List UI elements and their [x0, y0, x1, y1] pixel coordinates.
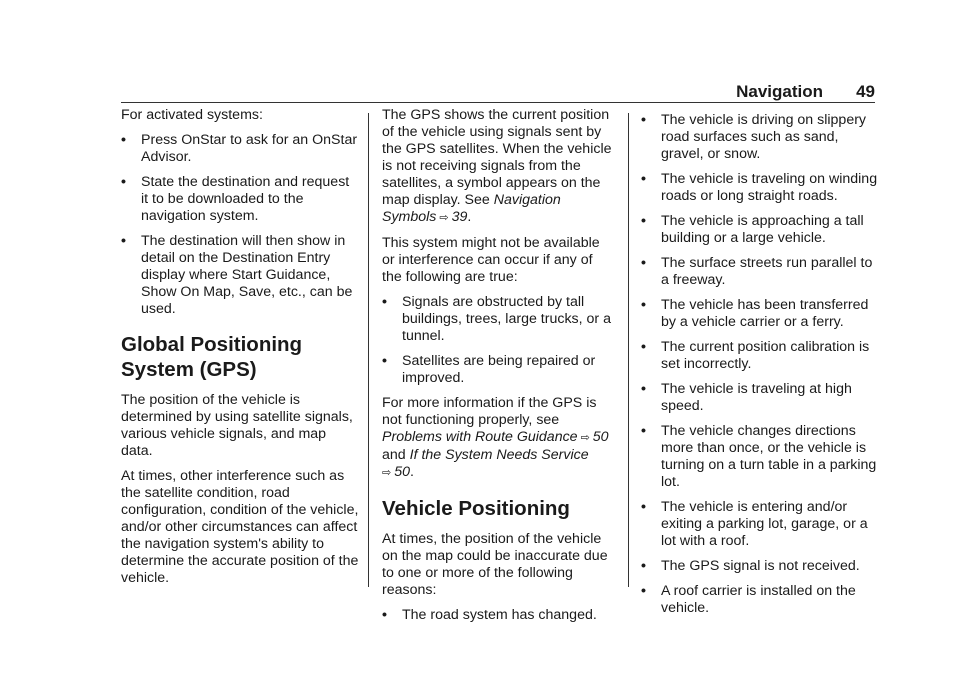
bullet-icon: • [641, 423, 646, 439]
list-item-text: The vehicle changes directions more than once, or the vehicle is turning on a turn table in a parking lot. [661, 423, 877, 490]
bullet-icon: • [641, 297, 646, 313]
list-item [382, 294, 616, 345]
column-3 [641, 112, 879, 625]
list-item [121, 132, 359, 166]
bullet-icon: • [382, 353, 387, 369]
column-2 [382, 107, 616, 632]
page-ref-number[interactable]: 50 [394, 464, 410, 480]
list-item [382, 353, 616, 387]
list-item [641, 381, 879, 415]
paragraph: At times, other interference such as the satellite condition, road configuration, condition of the vehicle, and/or other circumstances can affect the navigation system's ability to determine the accurate position of the vehicle. [121, 468, 359, 586]
list-item [641, 213, 879, 247]
list-item [641, 583, 879, 617]
page-ref-number[interactable]: 39 [451, 209, 468, 225]
list-item [641, 499, 879, 550]
list-item-text: The road system has changed. [402, 607, 597, 623]
page-ref-arrow-icon: ⇨ [439, 212, 449, 224]
bullet-icon: • [641, 583, 646, 599]
bullet-icon: • [641, 213, 646, 229]
paragraph-text: and [382, 447, 410, 463]
list-item-text: The vehicle is entering and/or exiting a parking lot, garage, or a lot with a roof. [661, 499, 868, 549]
section-heading-gps [121, 332, 359, 382]
column-1 [121, 107, 359, 595]
list-item-text: The vehicle is approaching a tall building or a large vehicle. [661, 213, 864, 246]
bullet-icon: • [121, 233, 126, 249]
paragraph: The position of the vehicle is determined by using satellite signals, various vehicle signals, and map data. [121, 392, 353, 459]
cross-reference-link[interactable]: Problems with Route Guidance [382, 429, 578, 445]
section-heading-vehicle-positioning: Vehicle Positioning [382, 497, 570, 520]
paragraph: This system might not be available or interference can occur if any of the following are true: [382, 235, 600, 285]
list-item-text: The surface streets run parallel to a freeway. [661, 255, 873, 288]
list-item [641, 423, 879, 491]
list-item [641, 297, 879, 331]
list-item-text: The vehicle is traveling on winding roads or long straight roads. [661, 171, 878, 204]
bullet-icon: • [641, 499, 646, 515]
bullet-icon: • [121, 174, 126, 190]
bullet-icon: • [641, 381, 646, 397]
bullet-icon: • [382, 607, 387, 623]
list-item-text: Press OnStar to ask for an OnStar Advisor. [141, 132, 358, 165]
list-item-text: The GPS signal is not received. [661, 558, 860, 574]
bullet-icon: • [641, 255, 646, 271]
bullet-icon: • [641, 171, 646, 187]
paragraph: The GPS shows the current position of the vehicle using signals sent by the GPS satellites. When the vehicle is not receiving signals from the satellites, a symbol appears on the map display. See Navigation Symbols ⇨ 39. [382, 107, 612, 225]
list-item-text: The vehicle is driving on slippery road surfaces such as sand, gravel, or snow. [661, 112, 867, 162]
list-item-text: Signals are obstructed by tall buildings, trees, large trucks, or a tunnel. [402, 294, 611, 344]
paragraph-text: For more information if the GPS is not functioning properly, see [382, 395, 597, 428]
column-divider [368, 113, 369, 587]
cross-reference-link[interactable]: Navigation Symbols [382, 192, 561, 225]
list-item-text: The destination will then show in detail on the Destination Entry display where Start Guidance, Show On Map, Save, etc., can be used. [141, 233, 353, 317]
list-item [121, 174, 359, 225]
paragraph: For more information if the GPS is not functioning properly, see Problems with Route Guidance ⇨ 50 and If the System Needs Service ⇨ 50. [382, 395, 609, 480]
list-item-text: A roof carrier is installed on the vehicle. [661, 583, 856, 616]
list-item-text: The current position calibration is set incorrectly. [661, 339, 870, 372]
bullet-icon: • [641, 558, 646, 574]
bullet-icon: • [641, 112, 646, 128]
list-item [641, 255, 879, 289]
heading-line: System (GPS) [121, 358, 257, 381]
list-item-text: Satellites are being repaired or improved. [402, 353, 596, 386]
bullet-icon: • [382, 294, 387, 310]
intro-text: For activated systems: [121, 107, 263, 123]
list-item [121, 233, 359, 318]
paragraph-text: The GPS shows the current position of the vehicle using signals sent by the GPS satellites. When the vehicle is not receiving signals from the satellites, a symbol appears on the map display. See [382, 107, 612, 208]
bullet-icon: • [641, 339, 646, 355]
section-title: Navigation [736, 82, 823, 101]
bullet-icon: • [121, 132, 126, 148]
list-item [641, 112, 879, 163]
list-item-text: State the destination and request it to be downloaded to the navigation system. [141, 174, 350, 224]
page-ref-arrow-icon: ⇨ [382, 467, 392, 479]
heading-line: Global Positioning [121, 333, 303, 356]
list-item [382, 607, 616, 624]
page-header [121, 80, 875, 103]
list-item [641, 171, 879, 205]
page-number: 49 [856, 82, 875, 101]
list-item-text: The vehicle is traveling at high speed. [661, 381, 852, 414]
cross-reference-link[interactable]: If the System Needs Service [409, 447, 589, 463]
page-ref-arrow-icon: ⇨ [580, 432, 590, 444]
paragraph: At times, the position of the vehicle on the map could be inaccurate due to one or more of the following reasons: [382, 531, 608, 598]
list-item [641, 339, 879, 373]
list-item [641, 558, 879, 575]
page-ref-number[interactable]: 50 [592, 429, 609, 445]
column-divider [628, 113, 629, 587]
list-item-text: The vehicle has been transferred by a vehicle carrier or a ferry. [661, 297, 869, 330]
